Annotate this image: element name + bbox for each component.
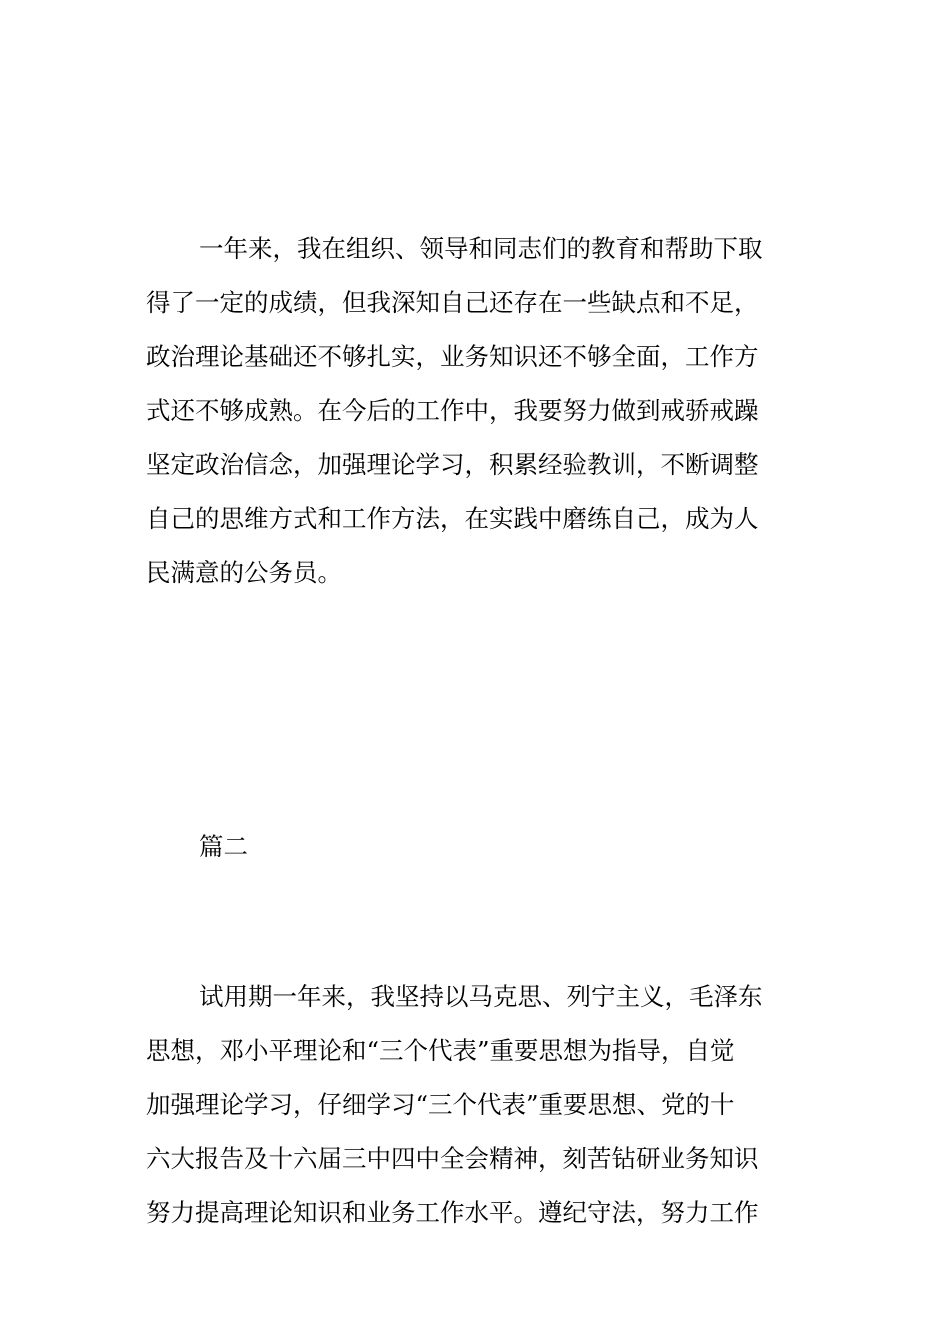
- paragraph-2-line-5: 努力提高理论知识和业务工作水平。遵纪守法，努力工作: [146, 1198, 759, 1227]
- paragraph-1-line-1: 一年来，我在组织、领导和同志们的教育和帮助下取: [199, 234, 763, 263]
- paragraph-2-line-3: 加强理论学习，仔细学习“三个代表”重要思想、党的十: [146, 1090, 735, 1119]
- paragraph-1-line-4: 式还不够成熟。在今后的工作中，我要努力做到戒骄戒躁: [146, 396, 759, 425]
- paragraph-1-line-2: 得了一定的成绩，但我深知自己还存在一些缺点和不足，: [146, 288, 759, 317]
- paragraph-2-line-1: 试用期一年来，我坚持以马克思、列宁主义，毛泽东: [199, 982, 763, 1011]
- paragraph-1-line-6: 自己的思维方式和工作方法，在实践中磨练自己，成为人: [146, 504, 759, 533]
- paragraph-2-line-2: 思想，邓小平理论和“三个代表”重要思想为指导，自觉: [146, 1036, 735, 1065]
- section-heading: 篇二: [199, 832, 248, 861]
- paragraph-1-line-3: 政治理论基础还不够扎实，业务知识还不够全面，工作方: [146, 342, 759, 371]
- paragraph-1-line-5: 坚定政治信念，加强理论学习，积累经验教训，不断调整: [146, 450, 759, 479]
- paragraph-2-line-4: 六大报告及十六届三中四中全会精神，刻苦钻研业务知识: [146, 1144, 759, 1173]
- paragraph-1-line-7: 民满意的公务员。: [146, 558, 342, 587]
